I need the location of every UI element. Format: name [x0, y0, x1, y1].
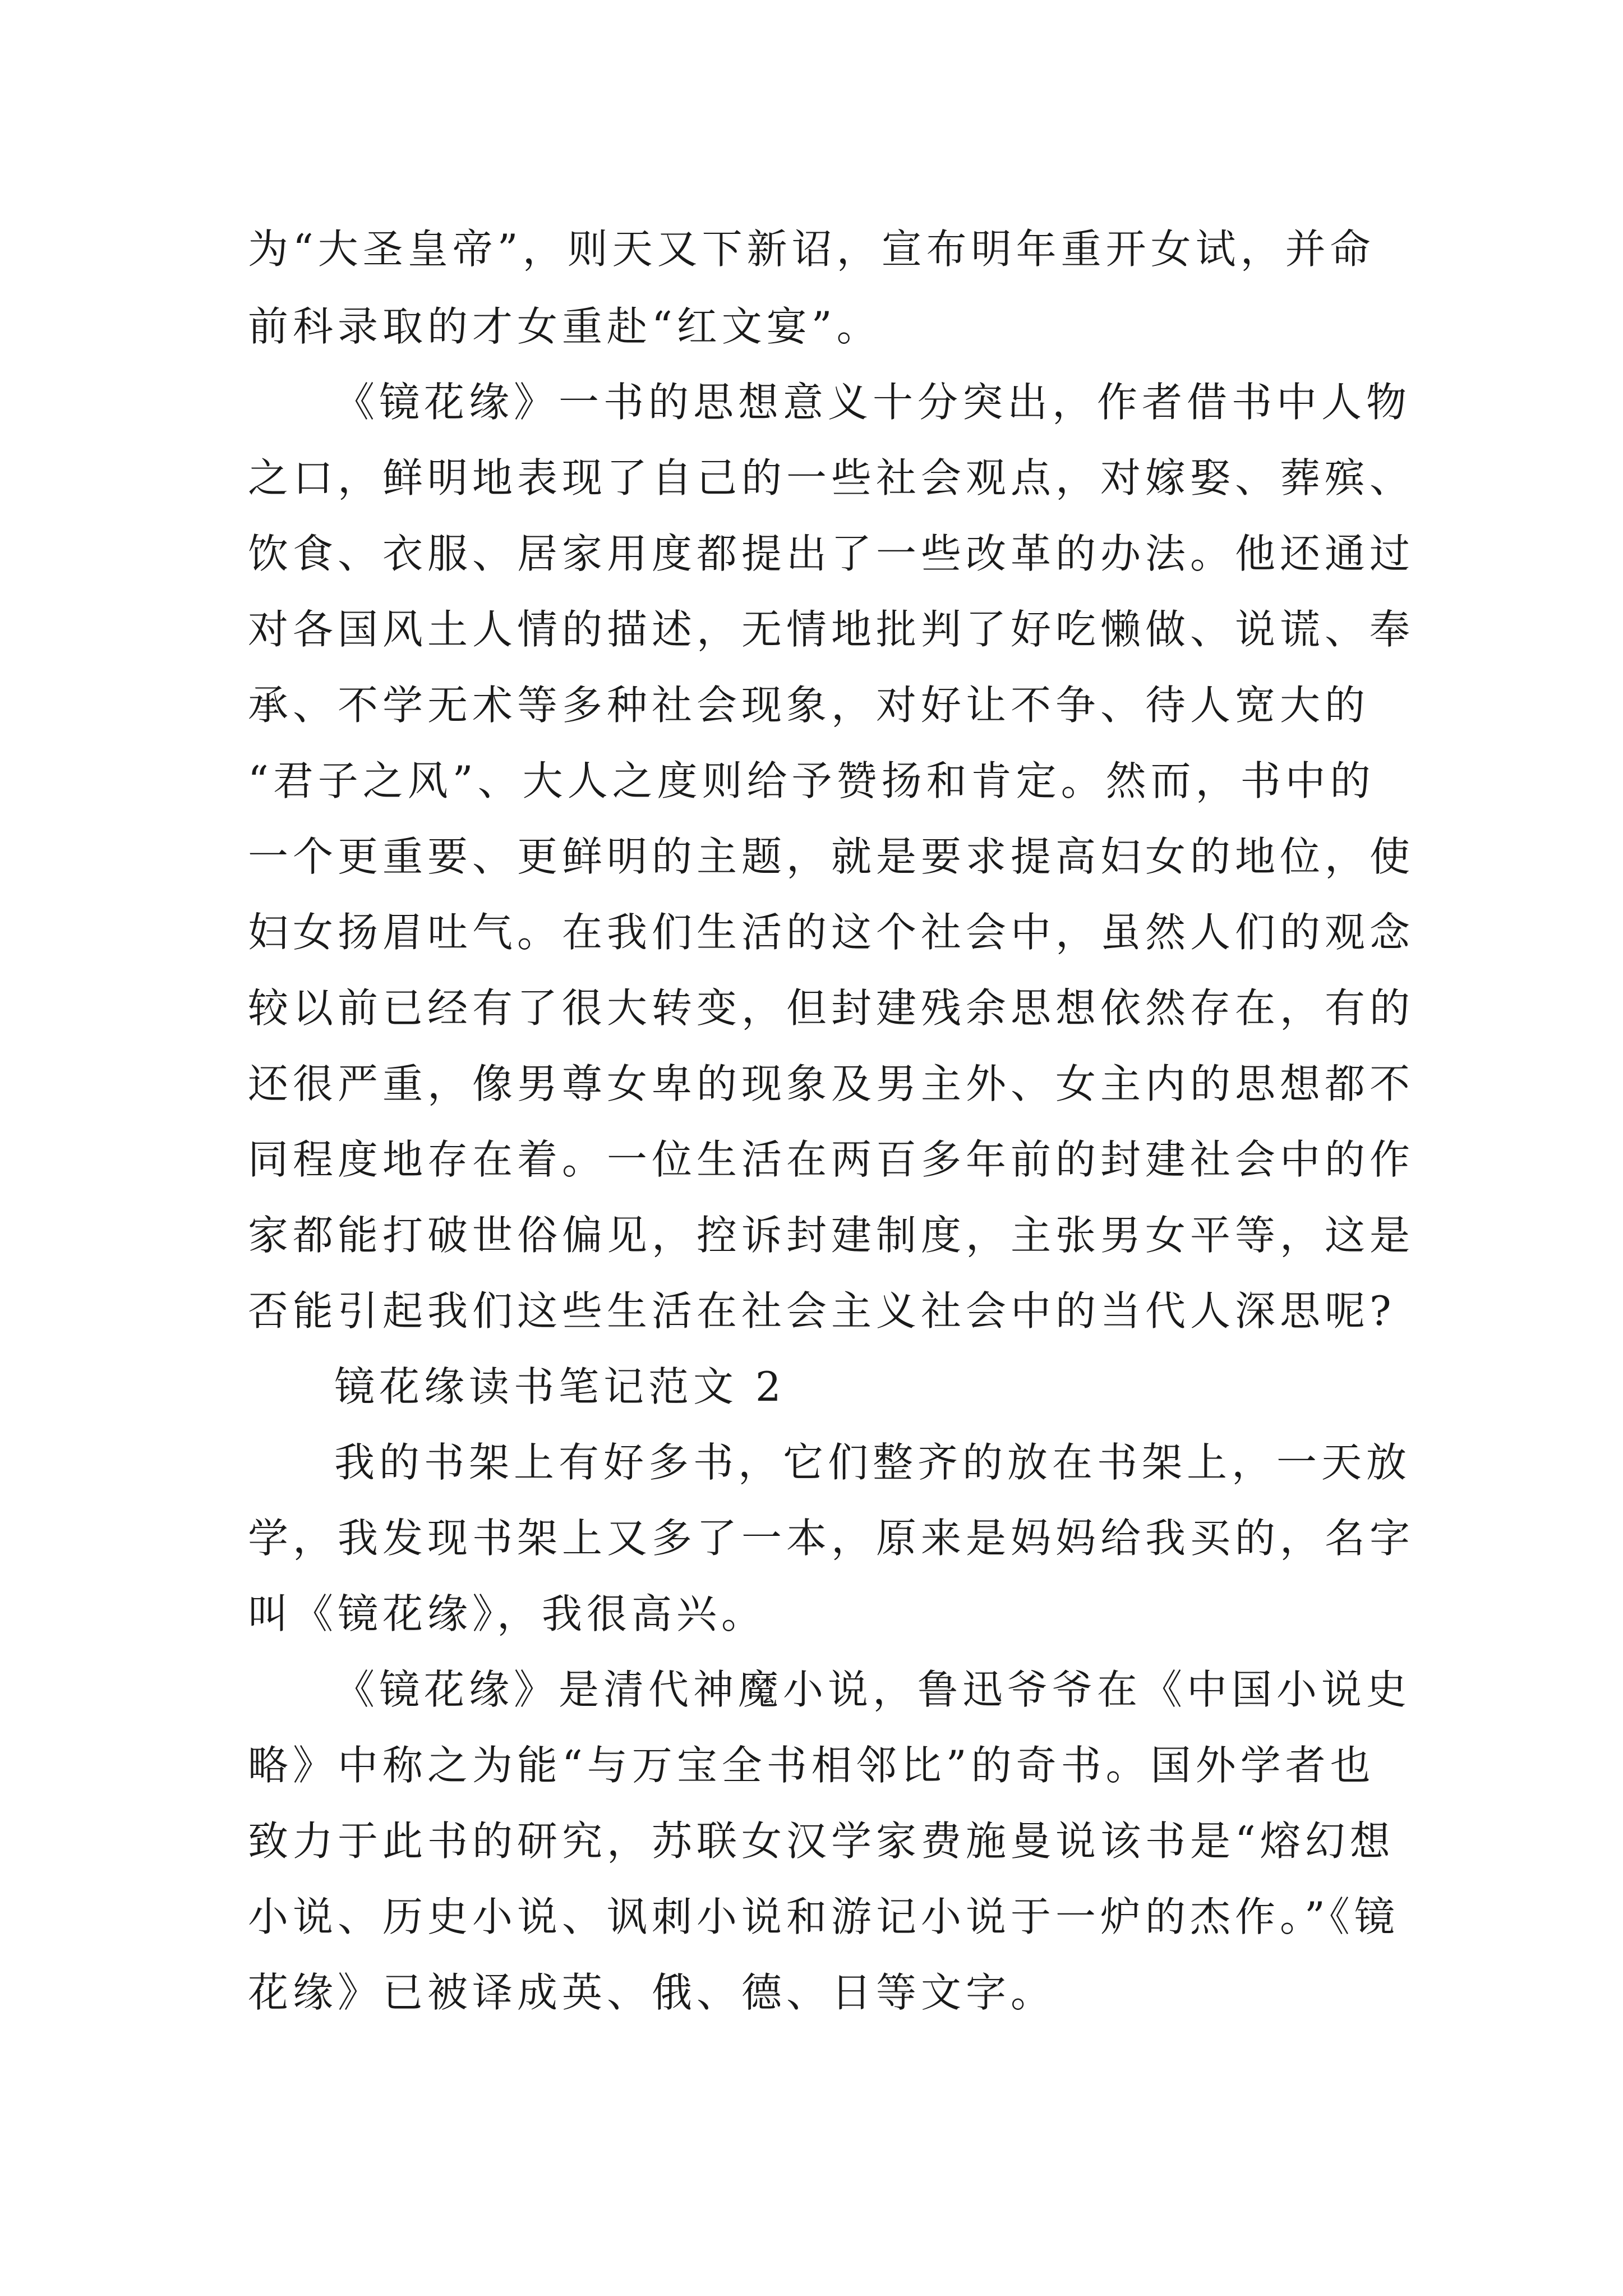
text-line: 妇女扬眉吐气。在我们生活的这个社会中，虽然人们的观念 — [248, 909, 1415, 956]
text-line: 前科录取的才女重赴“红文宴”。 — [248, 303, 882, 350]
text-line: 略》中称之为能“与万宝全书相邻比”的奇书。国外学者也 — [248, 1742, 1375, 1789]
text-line: 饮食、衣服、居家用度都提出了一些改革的办法。他还通过 — [248, 530, 1415, 577]
text-line: 为“大圣皇帝”，则天又下新诏，宣布明年重开女试，并命 — [248, 226, 1375, 273]
text-line: 花缘》已被译成英、俄、德、日等文字。 — [248, 1969, 1056, 2016]
text-line: 较以前已经有了很大转变，但封建残余思想依然存在，有的 — [248, 984, 1415, 1032]
text-line: 还很严重，像男尊女卑的现象及男主外、女主内的思想都不 — [248, 1060, 1415, 1107]
paragraph-start-line: 《镜花缘》一书的思想意义十分突出，作者借书中人物 — [334, 379, 1412, 426]
paragraph-start-line: 我的书架上有好多书，它们整齐的放在书架上，一天放 — [334, 1439, 1412, 1486]
text-line: 家都能打破世俗偏见，控诉封建制度，主张男女平等，这是 — [248, 1212, 1415, 1259]
paragraph-start-line: 《镜花缘》是清代神魔小说，鲁迅爷爷在《中国小说史 — [334, 1666, 1412, 1713]
text-line: 学，我发现书架上又多了一本，原来是妈妈给我买的，名字 — [248, 1515, 1415, 1562]
text-line: 对各国风土人情的描述，无情地批判了好吃懒做、说谎、奉 — [248, 606, 1415, 653]
text-line: 同程度地存在着。一位生活在两百多年前的封建社会中的作 — [248, 1136, 1415, 1183]
text-line: 致力于此书的研究，苏联女汉学家费施曼说该书是“熔幻想 — [248, 1818, 1395, 1865]
text-line: 一个更重要、更鲜明的主题，就是要求提高妇女的地位，使 — [248, 833, 1415, 880]
text-line: 之口，鲜明地表现了自己的一些社会观点，对嫁娶、葬殡、 — [248, 454, 1415, 501]
text-line: 否能引起我们这些生活在社会主义社会中的当代人深思呢? — [248, 1287, 1396, 1335]
text-line: 承、不学无术等多种社会现象，对好让不争、待人宽大的 — [248, 682, 1370, 729]
section-heading: 镜花缘读书笔记范文 2 — [334, 1363, 786, 1410]
text-line: 小说、历史小说、讽刺小说和游记小说于一炉的杰作。”《镜 — [248, 1893, 1399, 1940]
text-line: 叫《镜花缘》，我很高兴。 — [248, 1590, 767, 1637]
text-line: “君子之风”、大人之度则给予赞扬和肯定。然而，书中的 — [248, 757, 1375, 804]
